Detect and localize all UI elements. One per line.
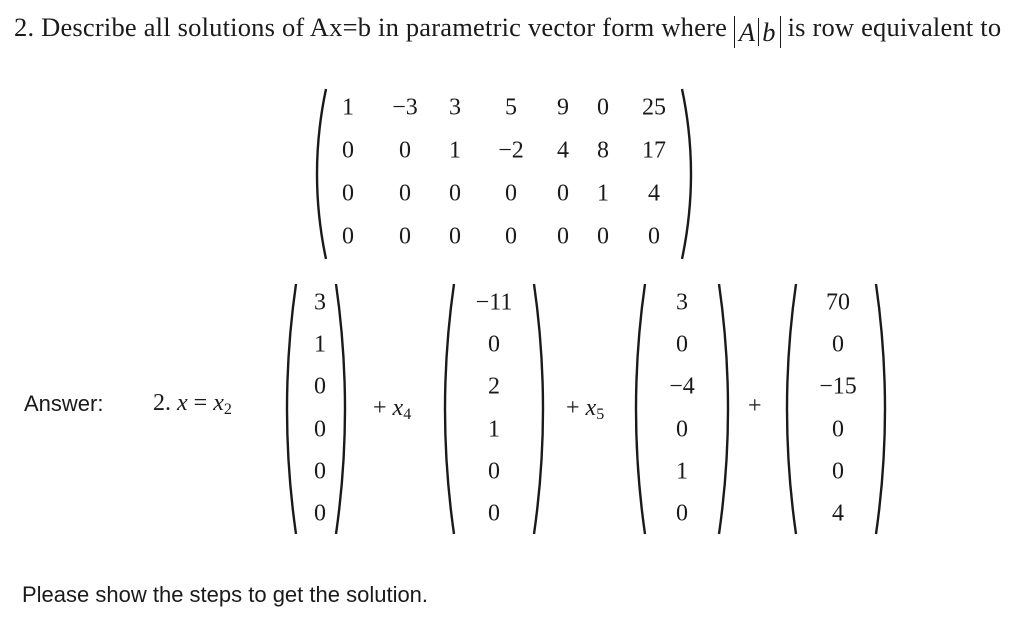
matrix-cell: 0 bbox=[399, 180, 411, 207]
problem-statement bbox=[14, 6, 1014, 49]
vector-right-paren bbox=[717, 281, 739, 537]
vector-entry: 4 bbox=[832, 500, 844, 527]
matrix-cell: 8 bbox=[597, 137, 609, 164]
matrix-cell: 9 bbox=[557, 94, 569, 121]
answer-x5-plus: + bbox=[566, 395, 580, 421]
matrix-cell: 3 bbox=[449, 94, 461, 121]
matrix-cell: −3 bbox=[392, 94, 418, 121]
vector-left-paren bbox=[434, 281, 456, 537]
vector-entry: −11 bbox=[475, 289, 513, 316]
vector-entry: 3 bbox=[676, 289, 688, 316]
vector-entry: 0 bbox=[314, 500, 326, 527]
vector-entry: 0 bbox=[314, 373, 326, 400]
augmented-bar bbox=[758, 18, 759, 46]
vector-entry: 0 bbox=[314, 458, 326, 485]
matrix-cell: 0 bbox=[597, 223, 609, 250]
vector-left-paren bbox=[276, 281, 298, 537]
answer-x-var: x bbox=[177, 390, 188, 416]
answer-x4-plus: + bbox=[373, 395, 387, 421]
vector-entry: 0 bbox=[832, 331, 844, 358]
augmented-a: A bbox=[738, 17, 756, 47]
vector-entry: 0 bbox=[676, 416, 688, 443]
vector-entry: 0 bbox=[314, 416, 326, 443]
matrix-cell: 0 bbox=[505, 223, 517, 250]
matrix-cell: 0 bbox=[342, 223, 354, 250]
matrix-cell: 0 bbox=[648, 223, 660, 250]
vector-entry: 0 bbox=[676, 500, 688, 527]
matrix-cell: 1 bbox=[597, 180, 609, 207]
answer-label: Answer: bbox=[24, 391, 104, 416]
matrix-cell: 0 bbox=[449, 223, 461, 250]
matrix-right-paren bbox=[680, 86, 702, 262]
augmented-b: b bbox=[762, 17, 776, 47]
answer-equals: = bbox=[193, 390, 208, 416]
matrix-cell: 5 bbox=[505, 94, 517, 121]
matrix-cell: 0 bbox=[505, 180, 517, 207]
problem-text-before: Describe all solutions of Ax=b in parametric vector form where bbox=[41, 12, 728, 42]
matrix-cell: 1 bbox=[342, 94, 354, 121]
vector-entry: 0 bbox=[488, 458, 500, 485]
matrix-left-paren bbox=[306, 86, 328, 262]
vector-entry: −4 bbox=[669, 373, 695, 400]
matrix-cell: 0 bbox=[399, 137, 411, 164]
vector-entry: 70 bbox=[826, 289, 850, 316]
footer-instruction: Please show the steps to get the solution. bbox=[22, 582, 429, 607]
vector-entry: 1 bbox=[676, 458, 688, 485]
augmented-matrix-notation bbox=[734, 16, 781, 48]
vector-entry: 0 bbox=[488, 500, 500, 527]
vector-entry: 0 bbox=[488, 331, 500, 358]
vector-left-paren bbox=[776, 281, 798, 537]
answer-lhs bbox=[153, 390, 232, 419]
answer-x5-var: x bbox=[585, 395, 597, 421]
matrix-cell: 0 bbox=[399, 223, 411, 250]
answer-x2-sub: 2 bbox=[223, 401, 232, 418]
answer-x5-sub: 5 bbox=[596, 406, 605, 423]
vector-left-paren bbox=[625, 281, 647, 537]
vector-entry: 0 bbox=[832, 416, 844, 443]
matrix-cell: 0 bbox=[597, 94, 609, 121]
vector-entry: 1 bbox=[314, 331, 326, 358]
vector-right-paren bbox=[334, 281, 356, 537]
answer-x5-term bbox=[566, 395, 604, 424]
vector-entry: 2 bbox=[488, 373, 500, 400]
vector-entry: 0 bbox=[832, 458, 844, 485]
matrix-cell: −2 bbox=[498, 137, 524, 164]
matrix-cell: 4 bbox=[648, 180, 660, 207]
matrix-cell: 0 bbox=[342, 180, 354, 207]
vector-entry: 1 bbox=[488, 416, 500, 443]
answer-prefix-number: 2. bbox=[153, 390, 171, 416]
answer-x2-var: x bbox=[213, 390, 224, 416]
matrix-cell: 17 bbox=[642, 137, 666, 164]
vector-entry: 3 bbox=[314, 289, 326, 316]
matrix-cell: 1 bbox=[449, 137, 461, 164]
vector-right-paren bbox=[874, 281, 896, 537]
problem-number: 2. bbox=[14, 12, 35, 42]
vector-right-paren bbox=[532, 281, 554, 537]
matrix-cell: 25 bbox=[642, 94, 666, 121]
matrix-cell: 0 bbox=[342, 137, 354, 164]
vector-entry: −15 bbox=[819, 373, 857, 400]
matrix-cell: 4 bbox=[557, 137, 569, 164]
answer-x4-term bbox=[373, 395, 411, 424]
answer-x4-var: x bbox=[392, 395, 404, 421]
problem-text-after: is row equivalent to bbox=[787, 12, 1002, 42]
vector-entry: 0 bbox=[676, 331, 688, 358]
answer-x4-sub: 4 bbox=[403, 406, 412, 423]
answer-const-plus: + bbox=[748, 393, 762, 419]
matrix-cell: 0 bbox=[449, 180, 461, 207]
matrix-cell: 0 bbox=[557, 180, 569, 207]
matrix-cell: 0 bbox=[557, 223, 569, 250]
